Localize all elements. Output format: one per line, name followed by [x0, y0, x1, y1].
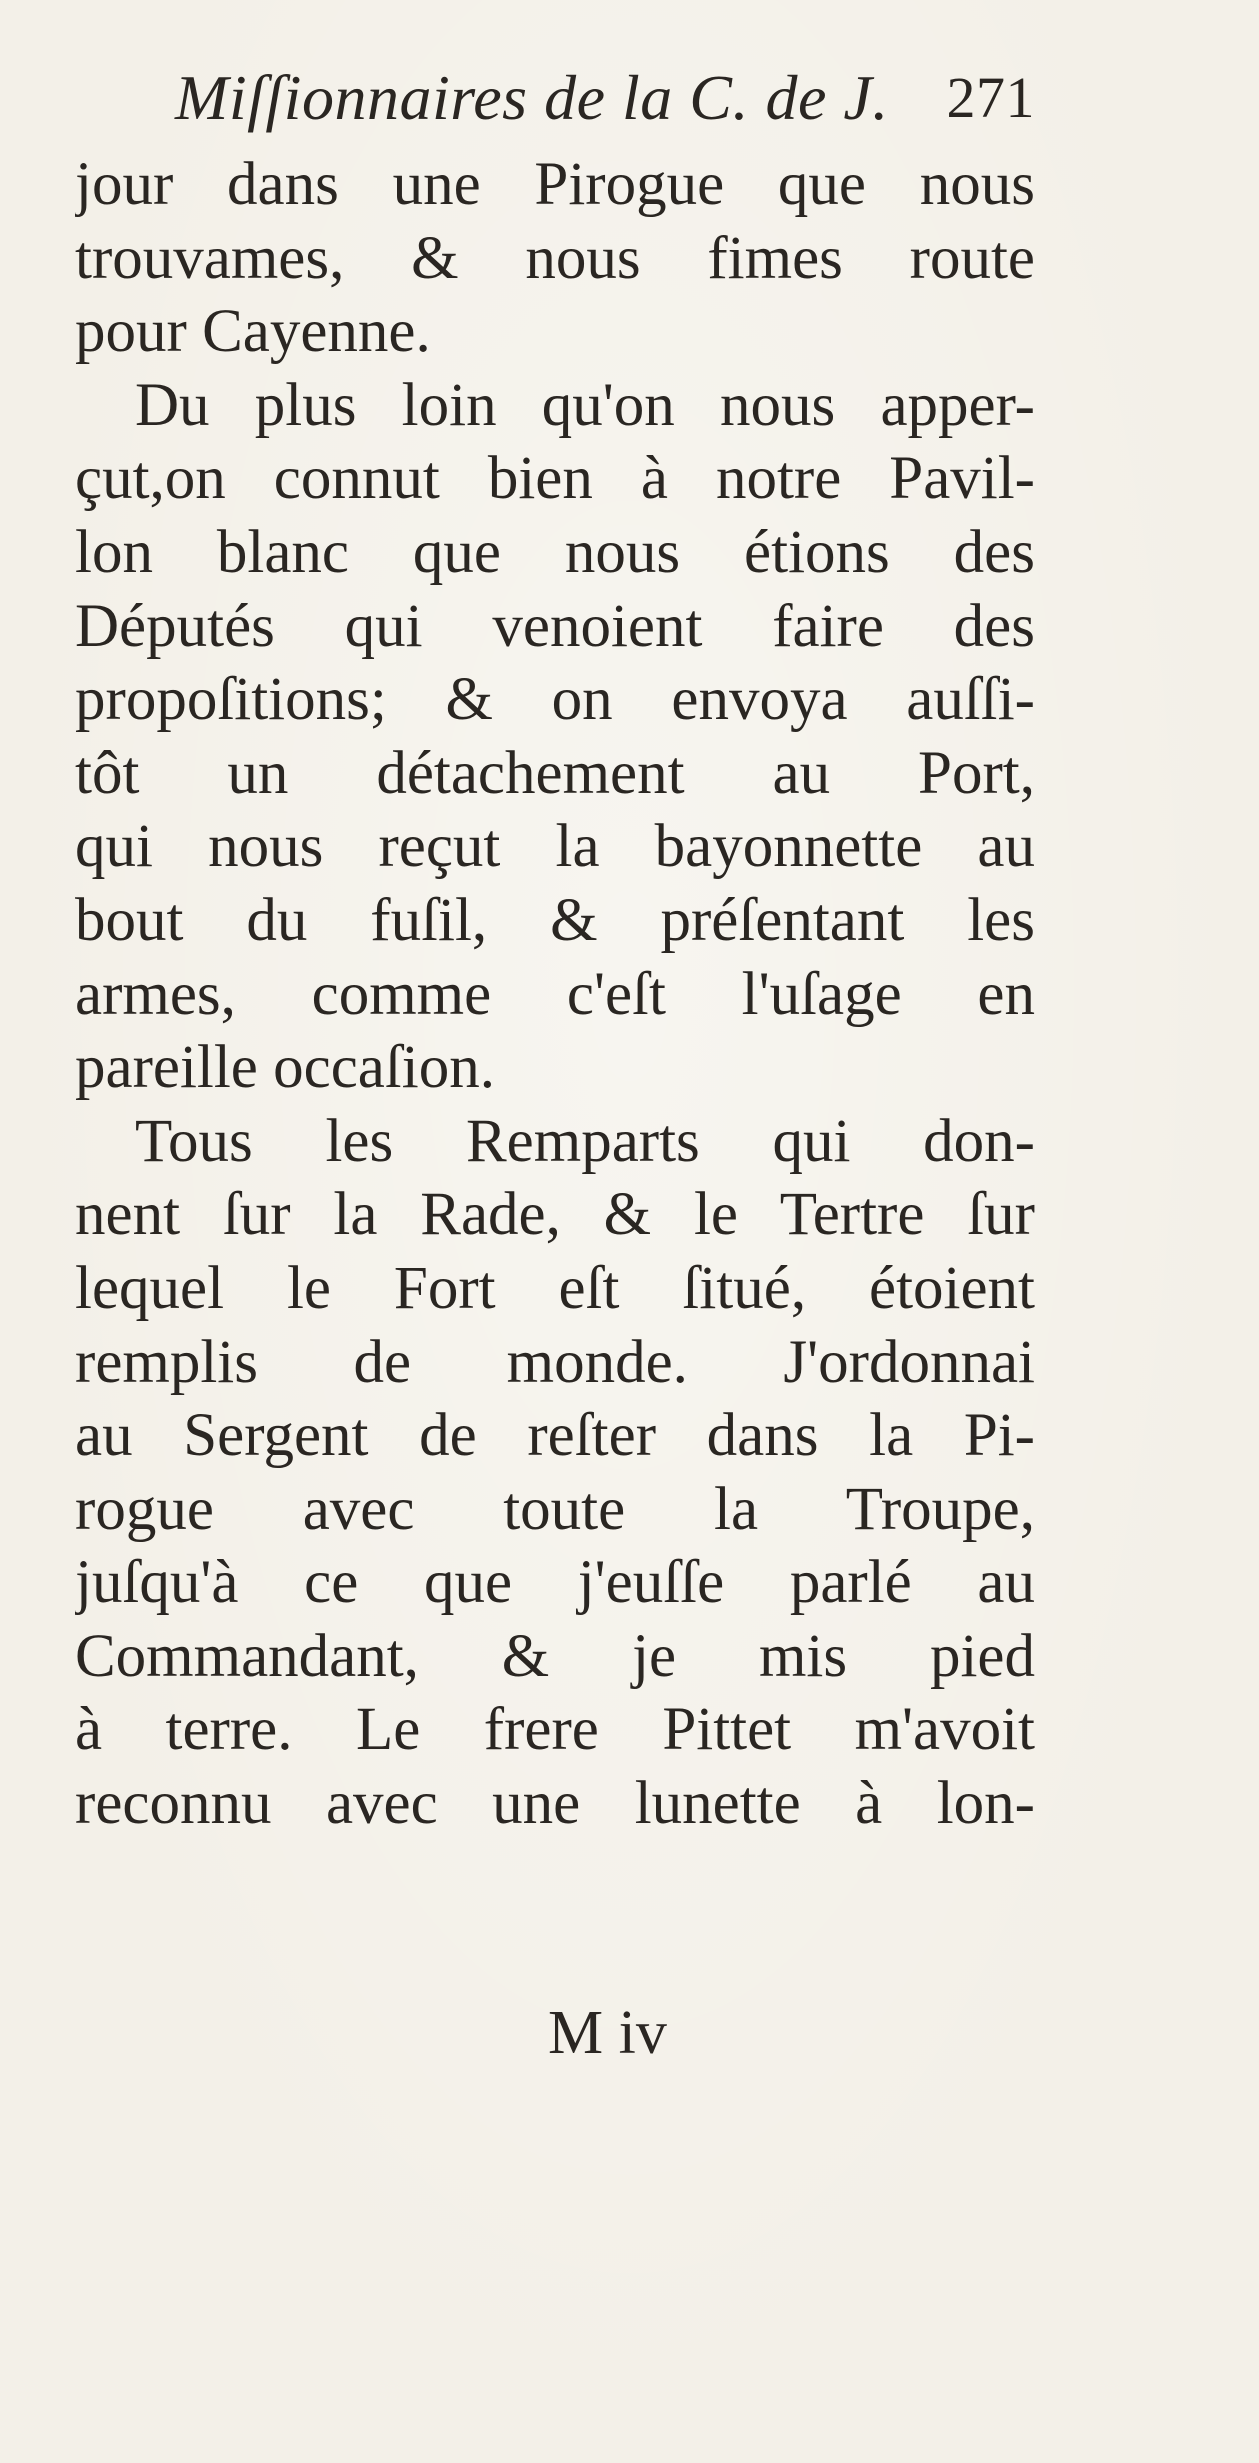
- text-line: rogue avec toute la Troupe,: [75, 1475, 1035, 1543]
- text-line: à terre. Le frere Pittet m'avoit: [75, 1696, 1035, 1764]
- text-line: Commandant, & je mis pied: [75, 1622, 1035, 1690]
- body-text: [75, 148, 1035, 1841]
- text-line: lequel le Fort eſt ſitué, étoient: [75, 1254, 1035, 1322]
- running-title: Miſſionnaires de la C. de J.: [175, 62, 889, 133]
- signature-mark: M iv: [548, 1999, 667, 2067]
- text-line: pour Cayenne.: [75, 298, 431, 366]
- text-line: çut,on connut bien à notre Pavil-: [75, 445, 1035, 513]
- text-line: remplis de monde. J'ordonnai: [75, 1328, 1035, 1396]
- text-line: jour dans une Pirogue que nous: [75, 151, 1035, 218]
- text-line: pareille occaſion.: [75, 1034, 496, 1102]
- text-line: reconnu avec une lunette à lon-: [75, 1770, 1035, 1838]
- text-line: au Sergent de reſter dans la Pi-: [75, 1402, 1035, 1470]
- text-line: propoſitions; & on envoya auſſi-: [75, 666, 1035, 734]
- text-line: armes, comme c'eſt l'uſage en: [75, 960, 1035, 1028]
- text-line: Du plus loin qu'on nous apper-: [135, 371, 1035, 439]
- text-line: Députés qui venoient faire des: [75, 592, 1035, 660]
- text-line: tôt un détachement au Port,: [75, 739, 1035, 807]
- running-head: [175, 58, 1035, 138]
- text-line: juſqu'à ce que j'euſſe parlé au: [75, 1549, 1035, 1617]
- text-line: Tous les Remparts qui don-: [135, 1107, 1035, 1175]
- text-line: trouvames, & nous fimes route: [75, 224, 1035, 292]
- text-line: bout du fuſil, & préſentant les: [75, 886, 1035, 954]
- text-line: nent ſur la Rade, & le Tertre ſur: [75, 1181, 1035, 1249]
- page-number: 271: [946, 65, 1035, 130]
- text-line: lon blanc que nous étions des: [75, 518, 1035, 586]
- text-line: qui nous reçut la bayonnette au: [75, 813, 1035, 881]
